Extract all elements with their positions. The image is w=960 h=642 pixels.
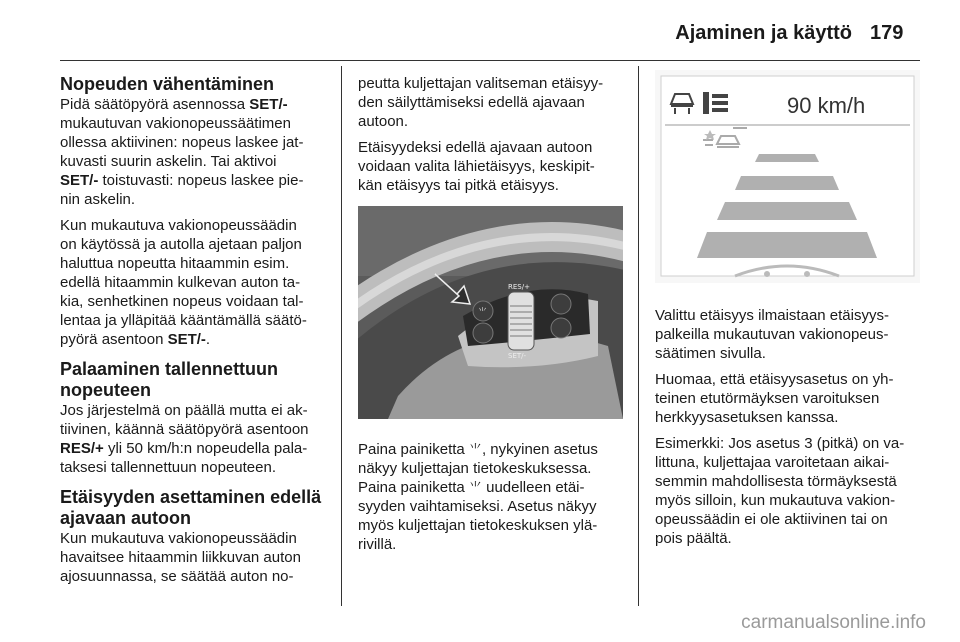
distance-icon: ⺌ — [468, 442, 482, 457]
set-label: SET/- — [508, 352, 527, 360]
text-line: edellä hitaammin kulkevan auton ta- — [60, 274, 301, 291]
text-line: Etäisyydeksi edellä ajavaan autoon — [358, 139, 593, 156]
text-line: den säilyttämiseksi edellä ajavaan — [358, 94, 585, 111]
paragraph-speed-reduction — [60, 95, 335, 209]
steering-wheel-illustration — [358, 206, 623, 419]
column-2 — [358, 74, 630, 561]
text-line: taksesi tallennettuun nopeuteen. — [60, 459, 276, 476]
header-rule — [60, 60, 920, 61]
text-line: tiivinen, käännä säätöpyörä asentoon — [60, 421, 309, 438]
text-line: pois päältä. — [655, 530, 732, 547]
column-3 — [655, 74, 925, 555]
paragraph-distance-indication — [655, 306, 925, 363]
text-line: yli 50 km/h:n nopeudella pala- — [103, 440, 308, 457]
text-line: kuvasti suurin askelin. Tai aktivoi — [60, 153, 277, 170]
text-line: myös kuljettajan tietokeskuksen ylä- — [358, 517, 598, 534]
column-1 — [60, 74, 335, 593]
text-line: rivillä. — [358, 536, 397, 553]
text-line: Pidä säätöpyörä asennossa — [60, 96, 250, 113]
paragraph-example — [655, 434, 925, 548]
display-speed: 90 km/h — [787, 93, 866, 118]
text-line: opeussäädin ei ole aktiivinen tai on — [655, 511, 888, 528]
text-line: . — [205, 331, 211, 348]
text-line: , nykyinen asetus — [481, 441, 598, 458]
text-line: havaitsee hitaammin liikkuvan auton — [60, 549, 301, 566]
text-line: semmin mahdollisesta törmäyksestä — [655, 473, 897, 490]
text-line: Jos järjestelmä on päällä mutta ei ak- — [60, 402, 308, 419]
text-line: palkeilla mukautuvan vakionopeus- — [655, 326, 889, 343]
driver-info-display — [655, 70, 920, 283]
text-line: Esimerkki: Jos asetus 3 (pitkä) on va- — [655, 435, 905, 452]
text-line: kia, senhetkinen nopeus voidaan tal- — [60, 293, 304, 310]
text-line: littuna, kuljettajaa varoitetaan aikai- — [655, 454, 890, 471]
heading-distance-setting — [60, 487, 335, 529]
text-line: ollessa aktiivinen: nopeus laskee jat- — [60, 134, 304, 151]
heading-line: Etäisyyden asettaminen edellä — [60, 487, 322, 507]
heading-return-to-stored-speed — [60, 359, 335, 401]
paragraph-distance-options — [358, 138, 630, 195]
text-line: mukautuvan vakionopeussäätimen — [60, 115, 291, 132]
bold-term: RES/+ — [60, 440, 104, 457]
text-line: näkyy kuljettajan tietokeskuksessa. — [358, 460, 592, 477]
heading-line: ajavaan autoon — [60, 508, 192, 528]
distance-icon: ⺌ — [468, 480, 482, 495]
text-line: teinen etutörmäyksen varoituksen — [655, 390, 880, 407]
watermark: carmanualsonline.info — [741, 612, 926, 633]
res-label: RES/+ — [508, 283, 530, 291]
text-line: pyörä asentoon — [60, 331, 168, 348]
text-line: myös silloin, kun mukautuva vakion- — [655, 492, 896, 509]
column-divider-2 — [638, 66, 639, 606]
paragraph-note — [655, 370, 925, 427]
paragraph-distance-continued — [358, 74, 630, 131]
distance-icon: ⺌ — [478, 308, 488, 318]
column-divider-1 — [341, 66, 342, 606]
running-title: Ajaminen ja käyttö — [675, 22, 852, 44]
text-line: säätimen sivulla. — [655, 345, 766, 362]
text-line: autoon. — [358, 113, 409, 130]
paragraph-store-speed — [60, 216, 335, 349]
heading-line: nopeuteen — [60, 380, 152, 400]
text-line: Valittu etäisyys ilmaistaan etäisyys- — [655, 307, 889, 324]
display-figure — [655, 70, 925, 288]
heading-speed-reduction: Nopeuden vähentäminen — [60, 74, 275, 94]
text-line: Kun mukautuva vakionopeussäädin — [60, 530, 297, 547]
text-line: Kun mukautuva vakionopeussäädin — [60, 217, 297, 234]
bold-term: SET/- — [167, 331, 206, 348]
text-line: ajosuunnassa, se säätää auton no- — [60, 568, 294, 585]
text-line: haluttua nopeutta hitaammin esim. — [60, 255, 290, 272]
text-line: herkkyysasetuksen kanssa. — [655, 409, 839, 426]
bold-term: SET/- — [60, 172, 99, 189]
paragraph-press-button — [358, 440, 630, 554]
text-line: kän etäisyys tai pitkä etäisyys. — [358, 177, 559, 194]
text-line: Huomaa, että etäisyysasetus on yh- — [655, 371, 894, 388]
text-line: uudelleen etäi- — [481, 479, 585, 496]
paragraph-distance-intro — [60, 529, 335, 586]
text-line: peutta kuljettajan valitseman etäisyy- — [358, 75, 604, 92]
text-line: Paina painiketta — [358, 479, 469, 496]
text-line: nin askelin. — [60, 191, 136, 208]
heading-line: Palaaminen tallennettuun — [60, 359, 279, 379]
distance-bars-icon — [703, 92, 728, 114]
paragraph-return-to-stored-speed — [60, 401, 335, 477]
page-number: 179 — [870, 22, 904, 44]
text-line: on käytössä ja autolla ajetaan paljon — [60, 236, 302, 253]
bold-term: SET/- — [249, 96, 288, 113]
text-line: Paina painiketta — [358, 441, 469, 458]
steering-wheel-figure — [358, 206, 630, 424]
text-line: lentaa ja ylläpitää kääntämällä säätö- — [60, 312, 307, 329]
text-line: voidaan valita lähietäisyys, keskipit- — [358, 158, 595, 175]
text-line: syyden vaihtamiseksi. Asetus näkyy — [358, 498, 597, 515]
text-line: toistuvasti: nopeus laskee pie- — [98, 172, 304, 189]
